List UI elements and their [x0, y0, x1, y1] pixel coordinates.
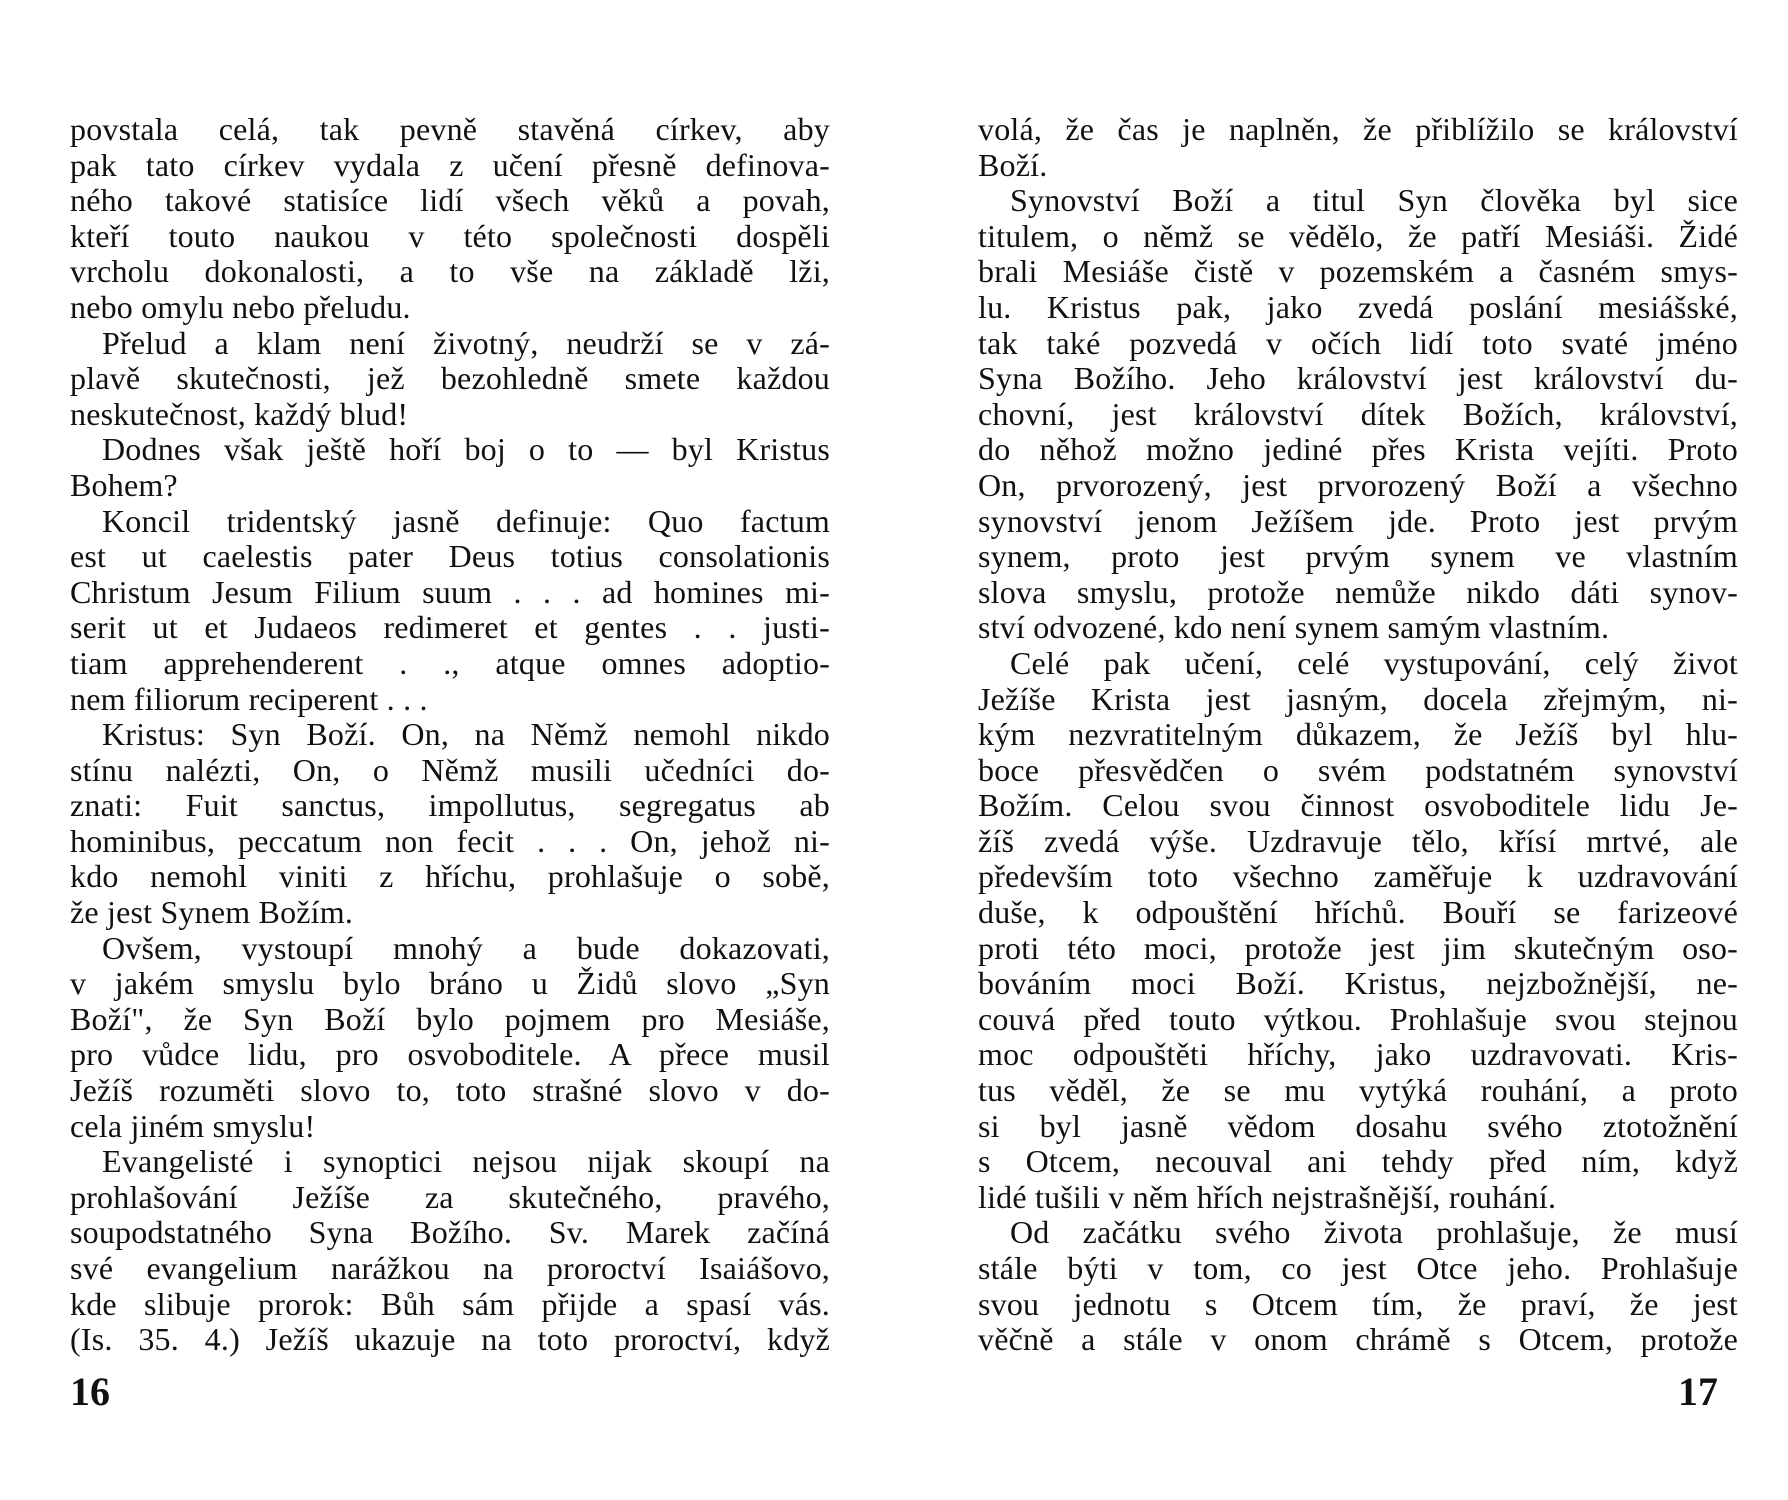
- right-text-column: [978, 112, 1738, 1358]
- text-line: Evangelisté i synoptici nejsou nijak skoupí na: [102, 1143, 830, 1180]
- text-line: slova smyslu, protože nemůže nikdo dáti synov-: [978, 573, 1738, 610]
- text-line: s Otcem, necouval ani tehdy před ním, když: [978, 1143, 1738, 1180]
- right-page: [894, 0, 1788, 1500]
- text-line: (Is. 35. 4.) Ježíš ukazuje na toto proroctví, když: [70, 1321, 830, 1358]
- text-line: prohlašování Ježíše za skutečného, pravého,: [70, 1178, 830, 1215]
- text-line: svou jednotu s Otcem tím, že praví, že jest: [978, 1285, 1738, 1322]
- text-line: synovství jenom Ježíšem jde. Proto jest prvým: [978, 502, 1738, 539]
- text-line: On, prvorozený, jest prvorozený Boží a všechno: [978, 466, 1738, 503]
- text-line: především toto všechno zaměřuje k uzdravování: [978, 858, 1738, 895]
- text-line: Koncil tridentský jasně definuje: Quo factum: [102, 502, 830, 539]
- text-line: tiam apprehenderent . ., atque omnes adoptio-: [70, 644, 830, 681]
- text-line: kteří touto naukou v této společnosti dospěli: [70, 217, 830, 254]
- text-line: povstala celá, tak pevně stavěná církev, aby: [70, 111, 830, 147]
- text-line: lidé tušili v něm hřích nejstrašnější, rouhání.: [978, 1178, 1557, 1215]
- text-line: Synovství Boží a titul Syn člověka byl sice: [1010, 182, 1738, 219]
- text-line: Ježíše Krista jest jasným, docela zřejmým, ni-: [978, 680, 1738, 717]
- text-line: est ut caelestis pater Deus totius consolationis: [70, 538, 830, 575]
- text-line: plavě skutečnosti, jež bezohledně smete každou: [70, 360, 830, 397]
- text-line: nebo omylu nebo přeludu.: [70, 288, 411, 325]
- page-number-right: 17: [1678, 1369, 1718, 1414]
- text-line: znati: Fuit sanctus, impollutus, segregatus ab: [70, 787, 830, 824]
- text-line: do něhož možno jediné přes Krista vejíti. Proto: [978, 431, 1738, 468]
- text-line: chovní, jest království dítek Božích, království,: [978, 395, 1738, 432]
- text-line: Kristus: Syn Boží. On, na Němž nemohl nikdo: [102, 716, 830, 753]
- text-line: ného takové statisíce lidí všech věků a povah,: [70, 182, 830, 219]
- text-line: serit ut et Judaeos redimeret et gentes . . justi-: [70, 609, 830, 646]
- text-line: pro vůdce lidu, pro osvoboditele. A přece musil: [70, 1036, 830, 1073]
- text-line: tus věděl, že se mu vytýká rouhání, a proto: [978, 1072, 1738, 1109]
- text-line: brali Mesiáše čistě v pozemském a časném smys-: [978, 253, 1738, 290]
- text-line: synem, proto jest prvým synem ve vlastním: [978, 538, 1738, 575]
- text-line: Bohem?: [70, 466, 178, 503]
- text-line: stále býti v tom, co jest Otce jeho. Prohlašuje: [978, 1250, 1738, 1286]
- text-line: Přelud a klam není životný, neudrží se v zá-: [102, 324, 830, 361]
- text-line: soupodstatného Syna Božího. Sv. Marek začíná: [70, 1214, 830, 1251]
- text-line: stínu nalézti, On, o Němž musili učedníci do-: [70, 751, 830, 788]
- text-line: si byl jasně vědom dosahu svého ztotožnění: [978, 1107, 1738, 1144]
- text-line: v jakém smyslu bylo bráno u Židů slovo „Syn: [70, 965, 830, 1002]
- text-line: lu. Kristus pak, jako zvedá poslání mesiášské,: [978, 288, 1738, 325]
- page-number-left: 16: [70, 1369, 110, 1414]
- text-line: nem filiorum reciperent . . .: [70, 680, 428, 717]
- text-line: volá, že čas je naplněn, že přiblížilo se království: [978, 111, 1738, 147]
- text-line: své evangelium narážkou na proroctví Isaiášovo,: [70, 1250, 830, 1286]
- text-line: Od začátku svého života prohlašuje, že musí: [1010, 1214, 1738, 1251]
- text-line: Božím. Celou svou činnost osvoboditele lidu Je-: [978, 787, 1738, 824]
- text-line: boce přesvědčen o svém podstatném synovství: [978, 751, 1738, 788]
- text-line: Ježíš rozuměti slovo to, toto strašné slovo v do-: [70, 1072, 830, 1109]
- left-text-column: [70, 112, 830, 1358]
- text-line: couvá před touto výtkou. Prohlašuje svou stejnou: [978, 1000, 1738, 1037]
- text-line: kde slibuje prorok: Bůh sám přijde a spasí vás.: [70, 1285, 830, 1322]
- text-line: neskutečnost, každý blud!: [70, 395, 409, 432]
- text-line: žíš zvedá výše. Uzdravuje tělo, křísí mrtvé, ale: [978, 822, 1738, 859]
- text-line: Syna Božího. Jeho království jest království du-: [978, 360, 1738, 397]
- text-line: Celé pak učení, celé vystupování, celý život: [1010, 644, 1738, 681]
- text-line: moc odpouštěti hříchy, jako uzdravovati. Kris-: [978, 1036, 1738, 1073]
- text-line: ství odvozené, kdo není synem samým vlastním.: [978, 609, 1610, 646]
- text-line: bováním moci Boží. Kristus, nejzbožnější, ne-: [978, 965, 1738, 1002]
- text-line: kým nezvratitelným důkazem, že Ježíš byl hlu-: [978, 716, 1738, 753]
- text-line: cela jiném smyslu!: [70, 1107, 316, 1144]
- text-line: vrcholu dokonalosti, a to vše na základě lži,: [70, 253, 830, 290]
- text-line: titulem, o němž se vědělo, že patří Mesiáši. Židé: [978, 217, 1738, 254]
- text-line: Dodnes však ještě hoří boj o to — byl Kristus: [102, 431, 830, 468]
- text-line: Christum Jesum Filium suum . . . ad homines mi-: [70, 573, 830, 610]
- text-line: pak tato církev vydala z učení přesně definova-: [70, 146, 830, 183]
- text-line: věčně a stále v onom chrámě s Otcem, protože: [978, 1321, 1738, 1358]
- text-line: tak také pozvedá v očích lidí toto svaté jméno: [978, 324, 1738, 361]
- text-line: proti této moci, protože jest jim skutečným oso-: [978, 929, 1738, 966]
- text-line: Ovšem, vystoupí mnohý a bude dokazovati,: [102, 929, 830, 966]
- text-line: že jest Synem Božím.: [70, 894, 354, 931]
- text-line: Boží.: [978, 146, 1048, 183]
- text-line: hominibus, peccatum non fecit . . . On, jehož ni-: [70, 822, 830, 859]
- text-line: Boží", že Syn Boží bylo pojmem pro Mesiáše,: [70, 1000, 830, 1037]
- text-line: kdo nemohl viniti z hříchu, prohlašuje o sobě,: [70, 858, 830, 895]
- text-line: duše, k odpouštění hříchů. Bouří se farizeové: [978, 894, 1738, 931]
